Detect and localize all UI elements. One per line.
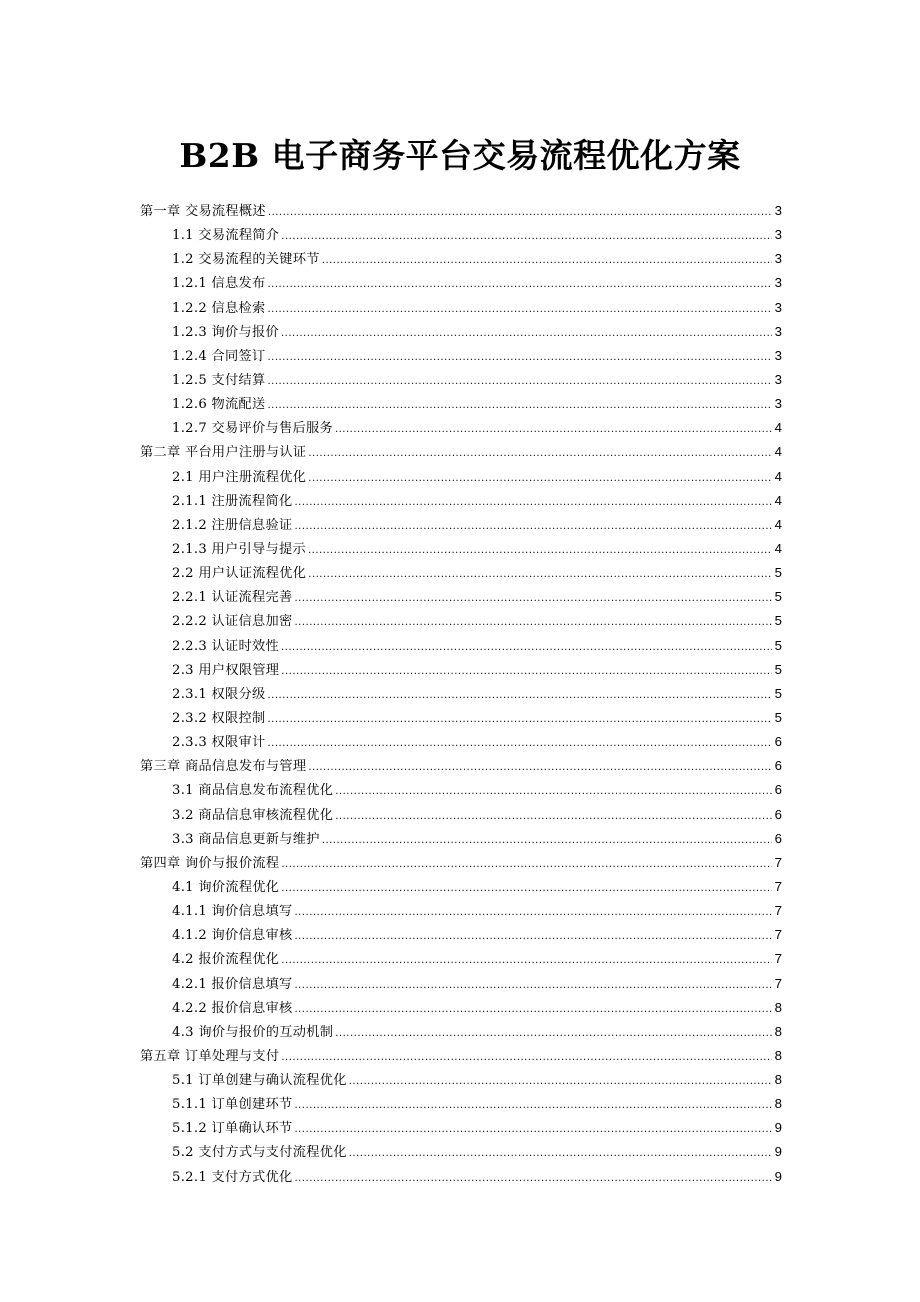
toc-entry-title: 2.3.1 权限分级: [172, 686, 266, 702]
toc-dot-leader: [349, 1070, 772, 1092]
toc-page-number: 3: [774, 347, 782, 363]
toc-page-number: 3: [774, 299, 782, 315]
toc-entry-title: 1.2.3 询价与报价: [172, 324, 279, 340]
toc-entry[interactable]: [138, 827, 782, 851]
toc-entry[interactable]: [138, 754, 782, 778]
toc-page-number: 7: [774, 951, 782, 967]
toc-dot-leader: [281, 636, 772, 658]
toc-page-number: 5: [774, 709, 782, 725]
toc-dot-leader: [268, 273, 773, 295]
toc-page-number: 4: [774, 420, 782, 436]
toc-page-number: 8: [774, 1023, 782, 1039]
toc-page-number: 8: [774, 1096, 782, 1112]
toc-page-number: 3: [774, 371, 782, 387]
toc-dot-leader: [268, 201, 772, 223]
toc-page-number: 4: [774, 492, 782, 508]
toc-dot-leader: [281, 225, 772, 247]
toc-entry[interactable]: [138, 1165, 782, 1189]
toc-entry[interactable]: [138, 947, 782, 971]
toc-dot-leader: [294, 1118, 772, 1140]
toc-page-number: 6: [774, 830, 782, 846]
toc-entry[interactable]: [138, 1116, 782, 1140]
toc-page-number: 3: [774, 203, 782, 218]
toc-dot-leader: [349, 1142, 772, 1164]
toc-entry-title: 5.2 支付方式与支付流程优化: [172, 1145, 347, 1161]
toc-entry-title: 2.3 用户权限管理: [172, 662, 280, 678]
toc-page-number: 6: [774, 806, 782, 822]
toc-dot-leader: [281, 949, 772, 971]
toc-dot-leader: [281, 1046, 772, 1068]
toc-entry[interactable]: [138, 296, 782, 320]
toc-dot-leader: [322, 249, 772, 271]
toc-entry-title: 4.3 询价与报价的互动机制: [172, 1024, 334, 1040]
toc-dot-leader: [308, 442, 772, 464]
toc-entry-title: 5.1 订单创建与确认流程优化: [172, 1073, 347, 1089]
toc-entry-title: 4.2.2 报价信息审核: [172, 1000, 293, 1016]
toc-entry[interactable]: [138, 320, 782, 344]
toc-entry[interactable]: [138, 658, 782, 682]
toc-entry[interactable]: [138, 730, 782, 754]
toc-entry-title: 2.1.3 用户引导与提示: [172, 541, 306, 557]
toc-dot-leader: [294, 1167, 772, 1189]
toc-page-number: 7: [774, 975, 782, 991]
toc-entry-title: 3.3 商品信息更新与维护: [172, 831, 320, 847]
toc-page-number: 4: [774, 540, 782, 556]
toc-entry[interactable]: [138, 561, 782, 585]
toc-entry[interactable]: [138, 585, 782, 609]
toc-dot-leader: [335, 418, 772, 440]
toc-entry[interactable]: [138, 1020, 782, 1044]
toc-entry[interactable]: [138, 875, 782, 899]
toc-entry-title: 4.2.1 报价信息填写: [172, 976, 293, 992]
toc-entry[interactable]: [138, 972, 782, 996]
toc-entry-title: 1.2 交易流程的关键环节: [172, 252, 320, 268]
toc-page-number: 7: [774, 903, 782, 919]
toc-entry[interactable]: [138, 1140, 782, 1164]
toc-entry-title: 第五章 订单处理与支付: [140, 1048, 280, 1064]
table-of-contents: [138, 199, 782, 1189]
toc-page-number: 3: [774, 323, 782, 339]
toc-entry-title: 1.2.1 信息发布: [172, 276, 266, 292]
toc-page-number: 5: [774, 685, 782, 701]
toc-dot-leader: [308, 563, 772, 585]
toc-entry-title: 5.2.1 支付方式优化: [172, 1169, 293, 1185]
toc-dot-leader: [294, 515, 772, 537]
toc-entry[interactable]: [138, 1092, 782, 1116]
toc-entry-title: 5.1.1 订单创建环节: [172, 1097, 293, 1113]
toc-dot-leader: [294, 491, 772, 513]
toc-dot-leader: [308, 756, 772, 778]
toc-entry[interactable]: [138, 682, 782, 706]
toc-entry-title: 1.2.4 合同签订: [172, 348, 266, 364]
toc-entry-title: 第二章 平台用户注册与认证: [140, 445, 307, 461]
toc-dot-leader: [294, 587, 772, 609]
toc-entry[interactable]: [138, 803, 782, 827]
toc-page-number: 5: [774, 637, 782, 653]
toc-page-number: 7: [774, 854, 782, 870]
toc-entry[interactable]: [138, 778, 782, 802]
toc-entry-title: 3.2 商品信息审核流程优化: [172, 807, 334, 823]
toc-dot-leader: [294, 925, 772, 947]
toc-page-number: 5: [774, 613, 782, 629]
toc-page-number: 7: [774, 878, 782, 894]
toc-entry-title: 4.1.1 询价信息填写: [172, 904, 293, 920]
toc-dot-leader: [294, 901, 772, 923]
toc-entry-title: 4.2 报价流程优化: [172, 952, 280, 968]
toc-page-number: 8: [774, 999, 782, 1015]
toc-entry-title: 2.2.1 认证流程完善: [172, 590, 293, 606]
toc-dot-leader: [281, 322, 772, 344]
toc-entry-title: 第一章 交易流程概述: [140, 204, 266, 219]
toc-entry-title: 第四章 询价与报价流程: [140, 855, 280, 871]
toc-entry[interactable]: [138, 223, 782, 247]
toc-entry[interactable]: [138, 1044, 782, 1068]
toc-dot-leader: [268, 708, 773, 730]
toc-page-number: 9: [774, 1144, 782, 1160]
toc-entry[interactable]: [138, 706, 782, 730]
toc-entry-title: 1.2.2 信息检索: [172, 300, 266, 316]
toc-entry-title: 1.2.5 支付结算: [172, 372, 266, 388]
toc-entry-title: 2.3.3 权限审计: [172, 735, 266, 751]
toc-entry[interactable]: [138, 489, 782, 513]
toc-entry-title: 1.2.6 物流配送: [172, 397, 266, 413]
toc-entry[interactable]: [138, 513, 782, 537]
toc-dot-leader: [335, 1022, 772, 1044]
toc-entry[interactable]: [138, 344, 782, 368]
toc-dot-leader: [294, 974, 772, 996]
toc-entry-title: 2.1.2 注册信息验证: [172, 517, 293, 533]
toc-page-number: 8: [774, 1047, 782, 1063]
toc-page-number: 8: [774, 1072, 782, 1088]
toc-entry[interactable]: [138, 199, 782, 223]
toc-entry[interactable]: [138, 923, 782, 947]
toc-page-number: 3: [774, 396, 782, 412]
toc-page-number: 4: [774, 444, 782, 460]
toc-dot-leader: [335, 780, 772, 802]
toc-dot-leader: [322, 829, 772, 851]
toc-entry-title: 2.2 用户认证流程优化: [172, 566, 307, 582]
toc-page-number: 6: [774, 758, 782, 774]
toc-dot-leader: [268, 370, 773, 392]
toc-dot-leader: [268, 298, 773, 320]
toc-entry[interactable]: [138, 416, 782, 440]
toc-entry[interactable]: [138, 899, 782, 923]
toc-entry[interactable]: [138, 465, 782, 489]
toc-entry[interactable]: [138, 440, 782, 464]
toc-dot-leader: [268, 684, 773, 706]
toc-page-number: 9: [774, 1120, 782, 1136]
toc-entry-title: 1.1 交易流程简介: [172, 228, 280, 244]
toc-dot-leader: [281, 853, 772, 875]
toc-dot-leader: [268, 732, 773, 754]
toc-dot-leader: [268, 346, 773, 368]
toc-entry-title: 5.1.2 订单确认环节: [172, 1121, 293, 1137]
toc-entry[interactable]: [138, 368, 782, 392]
toc-dot-leader: [294, 611, 772, 633]
toc-entry[interactable]: [138, 247, 782, 271]
toc-entry[interactable]: [138, 634, 782, 658]
toc-page-number: 5: [774, 589, 782, 605]
toc-entry-title: 2.2.3 认证时效性: [172, 638, 279, 654]
toc-page-number: 6: [774, 734, 782, 750]
toc-entry-title: 2.1.1 注册流程简化: [172, 493, 293, 509]
toc-page-number: 7: [774, 927, 782, 943]
toc-entry-title: 第三章 商品信息发布与管理: [140, 759, 307, 775]
toc-dot-leader: [294, 998, 772, 1020]
document-title: B2B 电子商务平台交易流程优化方案: [179, 136, 741, 175]
toc-dot-leader: [308, 467, 772, 489]
toc-page-number: 9: [774, 1168, 782, 1184]
toc-dot-leader: [281, 877, 772, 899]
toc-page-number: 5: [774, 565, 782, 581]
toc-dot-leader: [308, 539, 772, 561]
toc-entry[interactable]: [138, 271, 782, 295]
toc-dot-leader: [335, 805, 772, 827]
toc-entry[interactable]: [138, 851, 782, 875]
toc-entry-title: 1.2.7 交易评价与售后服务: [172, 421, 333, 437]
toc-entry-title: 2.3.2 权限控制: [172, 710, 266, 726]
toc-entry-title: 2.1 用户注册流程优化: [172, 469, 307, 485]
toc-dot-leader: [294, 1094, 772, 1116]
toc-entry-title: 2.2.2 认证信息加密: [172, 614, 293, 630]
toc-page-number: 3: [774, 251, 782, 267]
toc-entry[interactable]: [138, 1068, 782, 1092]
toc-entry[interactable]: [138, 996, 782, 1020]
toc-page-number: 3: [774, 227, 782, 243]
toc-entry[interactable]: [138, 537, 782, 561]
toc-entry[interactable]: [138, 609, 782, 633]
toc-dot-leader: [268, 394, 773, 416]
toc-dot-leader: [281, 660, 772, 682]
toc-page-number: 4: [774, 468, 782, 484]
toc-page-number: 5: [774, 661, 782, 677]
toc-entry-title: 3.1 商品信息发布流程优化: [172, 783, 334, 799]
toc-page-number: 3: [774, 275, 782, 291]
toc-page-number: 6: [774, 782, 782, 798]
toc-entry-title: 4.1.2 询价信息审核: [172, 928, 293, 944]
toc-entry[interactable]: [138, 392, 782, 416]
toc-entry-title: 4.1 询价流程优化: [172, 879, 280, 895]
toc-page-number: 4: [774, 516, 782, 532]
